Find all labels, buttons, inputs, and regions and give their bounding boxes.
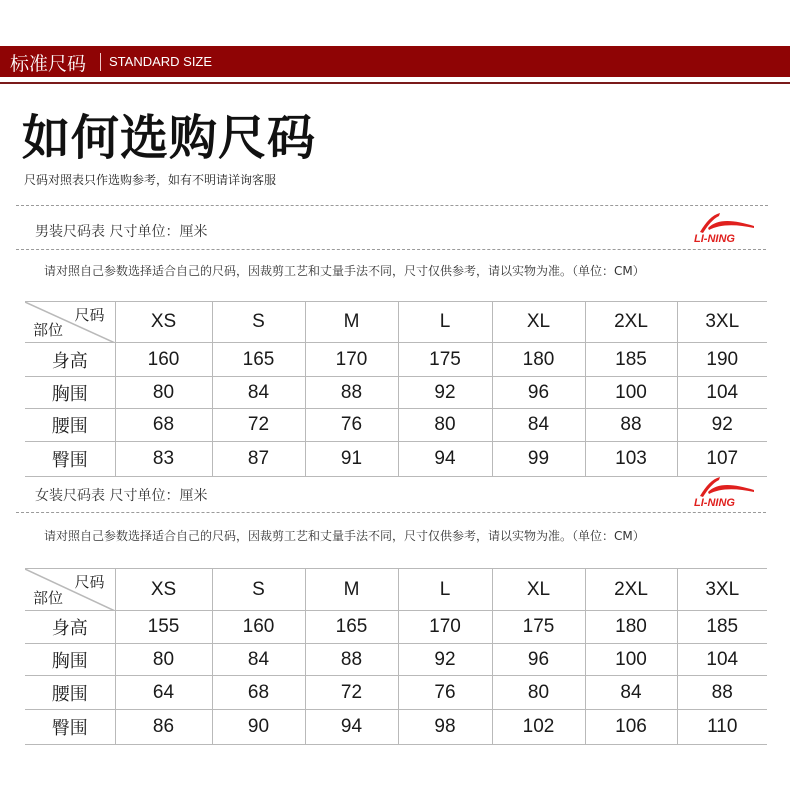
table-cell: 88 xyxy=(677,676,767,710)
row-label: 臀围 xyxy=(25,710,115,745)
table-cell: 68 xyxy=(115,409,212,442)
size-header: XL xyxy=(492,569,585,611)
corner-part-label: 部位 xyxy=(33,589,64,607)
page-title: 如何选购尺码 xyxy=(22,110,317,166)
women-section-title: 女装尺码表 尺寸单位：厘米 xyxy=(35,488,208,504)
row-label: 腰围 xyxy=(25,409,115,442)
size-header: 2XL xyxy=(585,302,677,343)
table-row xyxy=(25,343,767,377)
table-cell: 86 xyxy=(115,710,212,745)
size-header: L xyxy=(398,569,492,611)
table-cell: 84 xyxy=(212,644,305,676)
table-row xyxy=(25,409,767,442)
table-header-row xyxy=(25,302,767,343)
table-cell: 99 xyxy=(492,442,585,477)
table-cell: 165 xyxy=(212,343,305,377)
size-header: 3XL xyxy=(677,302,767,343)
table-cell: 104 xyxy=(677,377,767,409)
men-size-note: 请对照自己参数选择适合自己的尺码，因裁剪工艺和丈量手法不同，尺寸仅供参考，请以实物为准。（单位：CM） xyxy=(44,264,645,278)
size-header: S xyxy=(212,302,305,343)
table-cell: 92 xyxy=(398,377,492,409)
table-cell: 80 xyxy=(115,377,212,409)
table-cell: 76 xyxy=(398,676,492,710)
table-cell: 64 xyxy=(115,676,212,710)
table-cell: 104 xyxy=(677,644,767,676)
size-header: S xyxy=(212,569,305,611)
table-cell: 92 xyxy=(677,409,767,442)
corner-cell xyxy=(25,302,115,343)
table-cell: 83 xyxy=(115,442,212,477)
size-header: L xyxy=(398,302,492,343)
size-header: XS xyxy=(115,569,212,611)
divider xyxy=(16,249,766,250)
table-cell: 160 xyxy=(115,343,212,377)
table-cell: 92 xyxy=(398,644,492,676)
size-header: 2XL xyxy=(585,569,677,611)
size-header: M xyxy=(305,569,398,611)
table-cell: 96 xyxy=(492,377,585,409)
table-cell: 185 xyxy=(585,343,677,377)
table-cell: 175 xyxy=(492,611,585,644)
row-label: 臀围 xyxy=(25,442,115,477)
table-cell: 110 xyxy=(677,710,767,745)
corner-size-label: 尺码 xyxy=(74,306,105,324)
divider xyxy=(16,512,766,513)
table-cell: 165 xyxy=(305,611,398,644)
table-row xyxy=(25,377,767,409)
row-label: 胸围 xyxy=(25,644,115,676)
page-subtitle: 尺码对照表只作选购参考，如有不明请详询客服 xyxy=(24,173,277,187)
table-cell: 88 xyxy=(585,409,677,442)
table-cell: 88 xyxy=(305,377,398,409)
table-cell: 90 xyxy=(212,710,305,745)
table-cell: 102 xyxy=(492,710,585,745)
table-cell: 88 xyxy=(305,644,398,676)
table-cell: 68 xyxy=(212,676,305,710)
table-cell: 72 xyxy=(305,676,398,710)
table-cell: 96 xyxy=(492,644,585,676)
table-cell: 185 xyxy=(677,611,767,644)
table-row xyxy=(25,644,767,676)
corner-size-label: 尺码 xyxy=(74,573,105,591)
table-cell: 170 xyxy=(398,611,492,644)
size-header: XS xyxy=(115,302,212,343)
men-size-table xyxy=(25,301,767,477)
table-cell: 87 xyxy=(212,442,305,477)
men-section-title: 男装尺码表 尺寸单位：厘米 xyxy=(35,224,208,240)
banner-divider xyxy=(100,53,101,71)
li-ning-swoosh-icon xyxy=(698,476,756,498)
table-cell: 100 xyxy=(585,377,677,409)
banner-title-en: STANDARD SIZE xyxy=(109,54,213,69)
table-cell: 175 xyxy=(398,343,492,377)
table-cell: 106 xyxy=(585,710,677,745)
section-banner xyxy=(0,46,790,77)
table-cell: 76 xyxy=(305,409,398,442)
table-cell: 91 xyxy=(305,442,398,477)
table-cell: 80 xyxy=(115,644,212,676)
table-cell: 98 xyxy=(398,710,492,745)
li-ning-swoosh-icon xyxy=(698,212,756,234)
size-header: M xyxy=(305,302,398,343)
table-header-row xyxy=(25,569,767,611)
table-cell: 180 xyxy=(492,343,585,377)
table-cell: 155 xyxy=(115,611,212,644)
size-header: XL xyxy=(492,302,585,343)
row-label: 胸围 xyxy=(25,377,115,409)
row-label: 身高 xyxy=(25,343,115,377)
table-cell: 190 xyxy=(677,343,767,377)
table-row xyxy=(25,676,767,710)
women-size-table xyxy=(25,568,767,745)
li-ning-wordmark: LI-NING xyxy=(694,497,735,509)
table-cell: 100 xyxy=(585,644,677,676)
table-cell: 80 xyxy=(492,676,585,710)
table-cell: 94 xyxy=(305,710,398,745)
table-row xyxy=(25,710,767,745)
divider xyxy=(16,205,768,206)
row-label: 腰围 xyxy=(25,676,115,710)
table-cell: 84 xyxy=(212,377,305,409)
row-label: 身高 xyxy=(25,611,115,644)
banner-title-zh: 标准尺码 xyxy=(10,53,87,75)
corner-part-label: 部位 xyxy=(33,321,64,339)
banner-underline xyxy=(0,82,790,84)
table-cell: 80 xyxy=(398,409,492,442)
size-header: 3XL xyxy=(677,569,767,611)
table-row xyxy=(25,442,767,477)
li-ning-logo xyxy=(692,212,756,248)
table-cell: 180 xyxy=(585,611,677,644)
table-cell: 84 xyxy=(492,409,585,442)
women-size-note: 请对照自己参数选择适合自己的尺码，因裁剪工艺和丈量手法不同，尺寸仅供参考，请以实物为准。（单位：CM） xyxy=(44,529,645,543)
table-row xyxy=(25,611,767,644)
corner-cell xyxy=(25,569,115,611)
table-cell: 72 xyxy=(212,409,305,442)
li-ning-logo xyxy=(692,476,756,512)
table-cell: 103 xyxy=(585,442,677,477)
li-ning-wordmark: LI-NING xyxy=(694,233,735,245)
table-cell: 170 xyxy=(305,343,398,377)
table-cell: 94 xyxy=(398,442,492,477)
table-cell: 107 xyxy=(677,442,767,477)
table-cell: 84 xyxy=(585,676,677,710)
table-cell: 160 xyxy=(212,611,305,644)
